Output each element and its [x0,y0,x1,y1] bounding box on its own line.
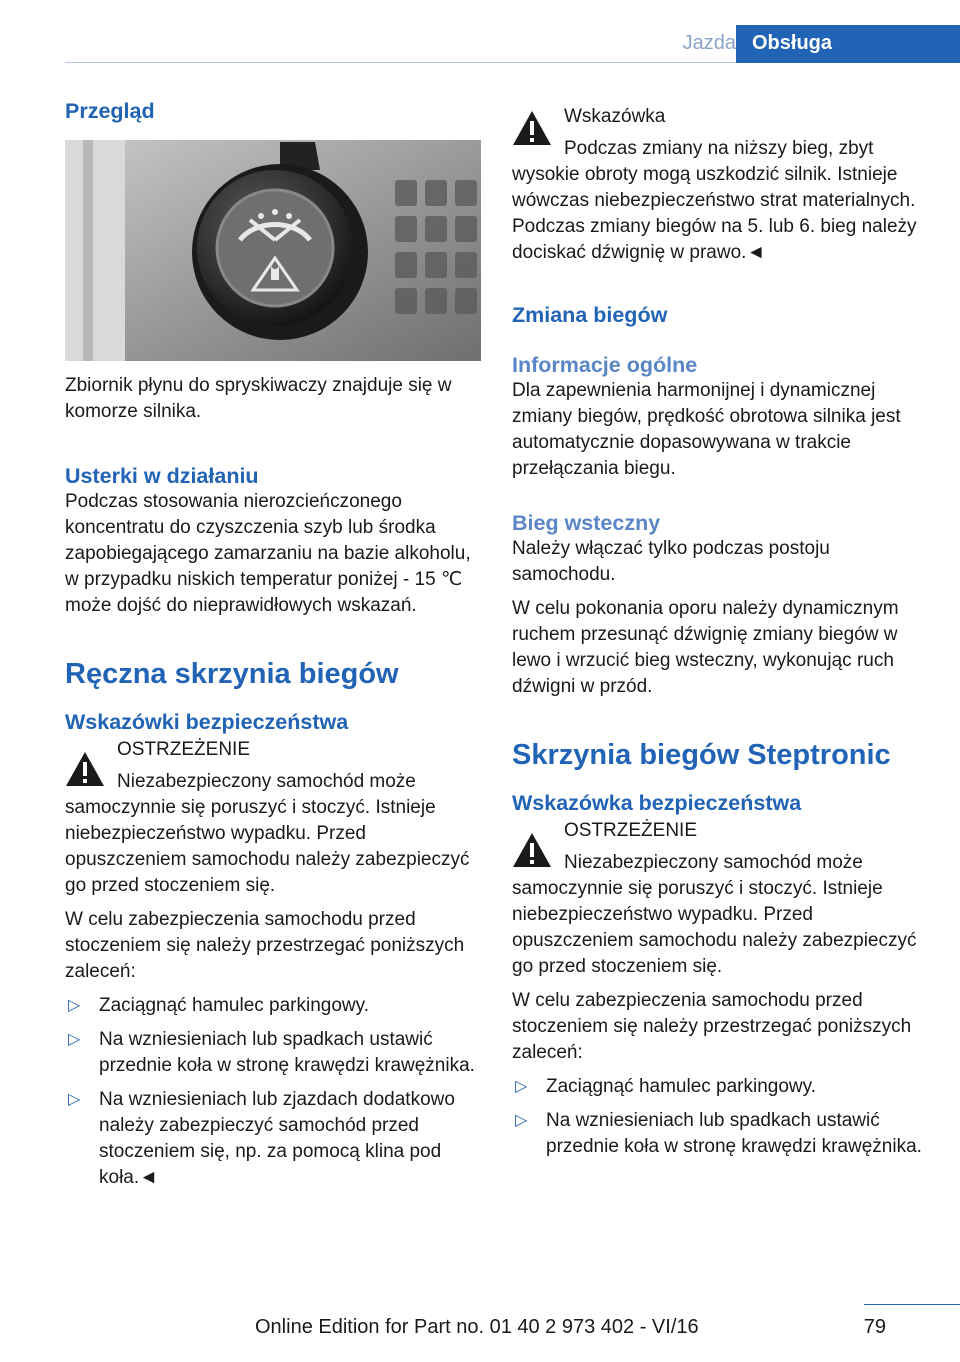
bullet-triangle-icon: ▷ [515,1078,528,1095]
bullet-triangle-icon: ▷ [68,1091,81,1108]
steptronic-warning-list [512,1074,928,1160]
photo-caption: Zbiornik płynu do spryskiwaczy znajduje się w komorze silnika. [65,375,452,422]
safety-heading: Wskazówki bezpieczeństwa [65,710,349,734]
bullet-triangle-icon: ▷ [68,1031,81,1048]
header-chapter: Obsługa [736,25,960,63]
warning-triangle-icon [512,832,552,868]
warning-text: Niezabezpieczony samochód może samoczynnie się poruszyć i stoczyć. Istnieje niebezpieczeństwo wypadku. Przed opuszczeniem samochodu należy zabezpieczyć go przed stoczeniem się. [65,771,470,896]
reverse-gear-heading: Bieg wsteczny [512,511,661,535]
edition-footer: Online Edition for Part no. 01 40 2 973 402 - VI/16 [255,1316,699,1338]
right-column [512,104,928,1160]
page-number: 79 [863,1316,886,1338]
warning-triangle-icon [512,110,552,146]
steptronic-warning-text: Niezabezpieczony samochód może samoczynnie się poruszyć i stoczyć. Istnieje niebezpieczeństwo wypadku. Przed opuszczeniem samochodu należy zabezpieczyć go przed stoczeniem się. [512,852,917,977]
list-item: ▷ Na wzniesieniach lub zjazdach dodatkowo należy zabezpieczyć samochód przed stoczeniem się, np. za pomocą klina pod koła.◄ [68,1089,455,1188]
notice-text: Podczas zmiany na niższy bieg, zbyt wysokie obroty mogą uszkodzić silnik. Istnieje wówczas niebezpieczeństwo strat materialnych. Podczas zmiany biegów na 5. lub 6. bieg należy dociskać dźwignię w prawo.◄ [512,138,917,263]
general-info-text: Dla zapewnienia harmonijnej i dynamicznej zmiany biegów, prędkość obrotowa silnika jest automatycznie dopasowywana w trakcie przełączania biegu. [512,380,901,479]
malfunction-text: Podczas stosowania nierozcieńczonego koncentratu do czyszczenia szyb lub środka zapobiegającego zamarzaniu na bazie alkoholu, w przypadku niskich temperatur poniżej - 15 ℃ może dojść do nieprawidłowych wskazań. [65,491,471,616]
page-header [65,25,960,63]
washer-reservoir-cap-photo [65,140,481,361]
steptronic-warning-intro: W celu zabezpieczenia samochodu przed stoczeniem się należy przestrzegać poniższych zaleceń: [512,990,912,1063]
left-column [65,98,481,1191]
notice-block [512,104,928,266]
steptronic-heading: Skrzynia biegów Steptronic [512,739,891,771]
gearchange-heading: Zmiana biegów [512,303,668,327]
steptronic-warning-label: OSTRZEŻENIE [564,820,698,841]
manual-gearbox-heading: Ręczna skrzynia biegów [65,658,399,690]
list-item: ▷ Na wzniesieniach lub spadkach ustawić przednie koła w stronę krawędzi krawężnika. [515,1110,922,1157]
overview-heading: Przegląd [65,99,155,123]
warning-list [65,993,481,1191]
warning-intro: W celu zabezpieczenia samochodu przed stoczeniem się należy przestrzegać poniższych zaleceń: [65,909,465,982]
reverse-gear-text-2: W celu pokonania oporu należy dynamicznym ruchem przesunąć dźwignię zmiany biegów w lewo i wrzucić bieg wsteczny, wykonując ruch dźwigni w przód. [512,598,899,697]
bullet-triangle-icon: ▷ [68,997,81,1014]
header-section: Jazda [682,32,736,54]
reverse-gear-text-1: Należy włączać tylko podczas postoju samochodu. [512,538,830,585]
steptronic-safety-heading: Wskazówka bezpieczeństwa [512,791,802,815]
footer-rule [864,1304,960,1305]
malfunction-heading: Usterki w działaniu [65,464,259,488]
list-item: ▷ Zaciągnąć hamulec parkingowy. [512,1074,928,1100]
steptronic-warning-block [512,818,928,980]
warning-triangle-icon [65,751,105,787]
warning-label: OSTRZEŻENIE [117,739,251,760]
list-item: ▷ Na wzniesieniach lub spadkach ustawić przednie koła w stronę krawędzi krawężnika. [68,1029,475,1076]
bullet-triangle-icon: ▷ [515,1112,528,1129]
list-item: ▷ Zaciągnąć hamulec parkingowy. [65,993,481,1019]
warning-block [65,737,481,899]
general-info-heading: Informacje ogólne [512,353,698,377]
notice-label: Wskazówka [564,106,666,127]
